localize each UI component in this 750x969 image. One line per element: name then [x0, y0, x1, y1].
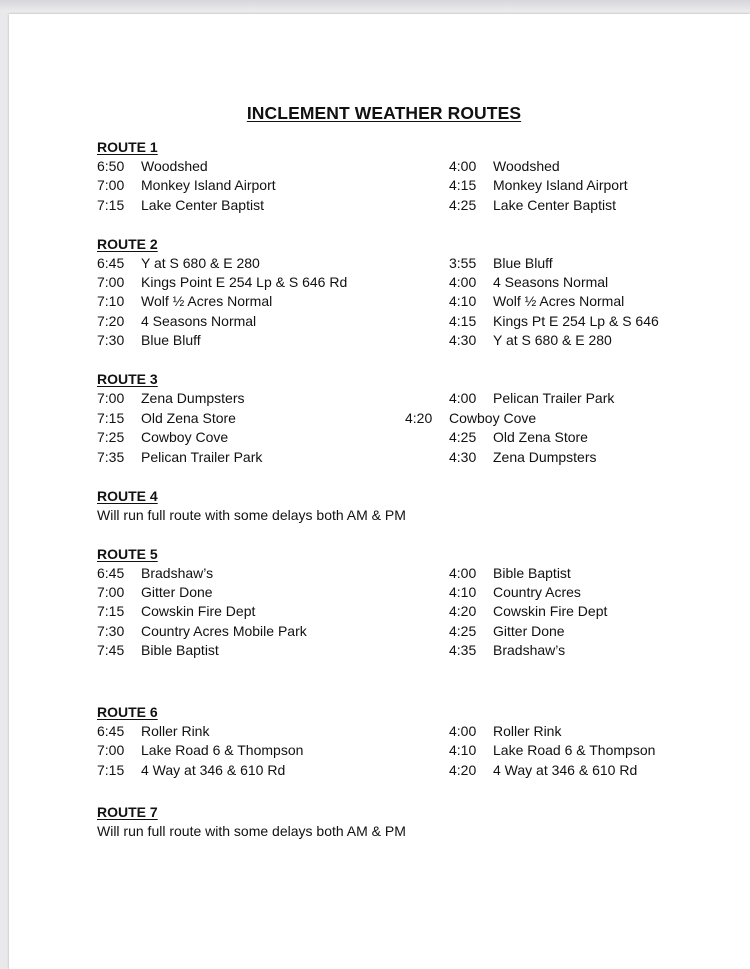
route-5-pm-stop: Country Acres	[493, 584, 581, 600]
route-1-am-time: 6:50	[97, 158, 125, 174]
route-2-pm-time: 4:00	[449, 274, 477, 290]
route-2-pm-time: 4:15	[449, 313, 477, 329]
route-3-pm-stop: Cowboy Cove	[449, 410, 537, 426]
route-4-heading: ROUTE 4	[97, 488, 158, 504]
route-5-am-stop: Bible Baptist	[141, 642, 219, 658]
route-5-pm-time: 4:10	[449, 584, 477, 600]
route-3-pm-stop: Old Zena Store	[493, 429, 588, 445]
route-7-heading: ROUTE 7	[97, 804, 158, 820]
route-6-am-stop: Lake Road 6 & Thompson	[141, 742, 304, 758]
route-3-am-stop: Cowboy Cove	[141, 429, 229, 445]
route-5-pm-stop: Bible Baptist	[493, 565, 571, 581]
route-2-am-stop: 4 Seasons Normal	[141, 313, 257, 329]
viewer-top-bar	[0, 0, 750, 12]
route-6-am-stop: Roller Rink	[141, 723, 210, 739]
route-5-am-stop: Gitter Done	[141, 584, 213, 600]
route-2-pm-stop: Wolf ½ Acres Normal	[493, 293, 625, 309]
route-5-am-stop: Country Acres Mobile Park	[141, 623, 307, 639]
route-3-pm-time: 4:30	[449, 449, 477, 465]
route-3-pm-stop: Pelican Trailer Park	[493, 390, 615, 406]
route-7-note: Will run full route with some delays both AM & PM	[97, 823, 406, 839]
route-1-pm-stop: Woodshed	[493, 158, 560, 174]
route-1-pm-time: 4:00	[449, 158, 477, 174]
route-2-pm-time: 4:10	[449, 293, 477, 309]
route-4-note: Will run full route with some delays both AM & PM	[97, 507, 406, 523]
route-3-am-time: 7:35	[97, 449, 125, 465]
route-5-pm-time: 4:35	[449, 642, 477, 658]
route-5-pm-time: 4:00	[449, 565, 477, 581]
route-2-pm-stop: Y at S 680 & E 280	[493, 332, 612, 348]
route-6-am-stop: 4 Way at 346 & 610 Rd	[141, 762, 286, 778]
route-5-pm-stop: Gitter Done	[493, 623, 565, 639]
route-3-am-time: 7:25	[97, 429, 125, 445]
route-5-pm-stop: Bradshaw’s	[493, 642, 566, 658]
route-6-pm-stop: 4 Way at 346 & 610 Rd	[493, 762, 638, 778]
route-1-am-stop: Lake Center Baptist	[141, 197, 264, 213]
route-2-am-time: 7:10	[97, 293, 125, 309]
route-6-pm-time: 4:20	[449, 762, 477, 778]
route-2-am-time: 7:20	[97, 313, 125, 329]
route-1-heading: ROUTE 1	[97, 139, 158, 155]
route-2-am-time: 7:30	[97, 332, 125, 348]
route-2-am-stop: Blue Bluff	[141, 332, 201, 348]
route-1-am-stop: Monkey Island Airport	[141, 177, 276, 193]
route-3-am-time: 7:00	[97, 390, 125, 406]
route-2-pm-stop: Kings Pt E 254 Lp & S 646	[493, 313, 659, 329]
route-2-am-stop: Kings Point E 254 Lp & S 646 Rd	[141, 274, 348, 290]
route-6-am-time: 7:00	[97, 742, 125, 758]
route-3-am-stop: Pelican Trailer Park	[141, 449, 263, 465]
route-6-pm-time: 4:00	[449, 723, 477, 739]
route-3-am-stop: Zena Dumpsters	[141, 390, 245, 406]
route-3-am-stop: Old Zena Store	[141, 410, 236, 426]
route-3-pm-time: 4:20	[405, 410, 433, 426]
route-5-am-stop: Bradshaw’s	[141, 565, 214, 581]
route-5-am-time: 7:45	[97, 642, 125, 658]
route-6-pm-stop: Roller Rink	[493, 723, 562, 739]
route-3-pm-time: 4:00	[449, 390, 477, 406]
route-3-pm-time: 4:25	[449, 429, 477, 445]
route-2-pm-stop: 4 Seasons Normal	[493, 274, 609, 290]
route-5-am-stop: Cowskin Fire Dept	[141, 603, 256, 619]
route-1-pm-stop: Lake Center Baptist	[493, 197, 616, 213]
route-2-pm-stop: Blue Bluff	[493, 255, 553, 271]
route-5-am-time: 6:45	[97, 565, 125, 581]
route-1-am-time: 7:15	[97, 197, 125, 213]
route-5-am-time: 7:30	[97, 623, 125, 639]
route-6-am-time: 7:15	[97, 762, 125, 778]
route-2-pm-time: 4:30	[449, 332, 477, 348]
route-6-am-time: 6:45	[97, 723, 125, 739]
route-6-pm-time: 4:10	[449, 742, 477, 758]
route-5-heading: ROUTE 5	[97, 546, 158, 562]
route-3-heading: ROUTE 3	[97, 371, 158, 387]
page-title: INCLEMENT WEATHER ROUTES	[246, 103, 522, 123]
route-2-pm-time: 3:55	[449, 255, 477, 271]
route-5-pm-stop: Cowskin Fire Dept	[493, 603, 608, 619]
route-1-am-stop: Woodshed	[141, 158, 208, 174]
route-2-am-time: 6:45	[97, 255, 125, 271]
route-3-pm-stop: Zena Dumpsters	[493, 449, 597, 465]
route-2-heading: ROUTE 2	[97, 236, 158, 252]
route-2-am-stop: Wolf ½ Acres Normal	[141, 293, 273, 309]
route-6-pm-stop: Lake Road 6 & Thompson	[493, 742, 656, 758]
route-1-am-time: 7:00	[97, 177, 125, 193]
route-5-pm-time: 4:25	[449, 623, 477, 639]
route-5-am-time: 7:00	[97, 584, 125, 600]
route-2-am-time: 7:00	[97, 274, 125, 290]
route-6-heading: ROUTE 6	[97, 704, 158, 720]
route-5-am-time: 7:15	[97, 603, 125, 619]
route-1-pm-stop: Monkey Island Airport	[493, 177, 628, 193]
route-2-am-stop: Y at S 680 & E 280	[141, 255, 260, 271]
route-1-pm-time: 4:25	[449, 197, 477, 213]
route-5-pm-time: 4:20	[449, 603, 477, 619]
route-3-am-time: 7:15	[97, 410, 125, 426]
route-1-pm-time: 4:15	[449, 177, 477, 193]
